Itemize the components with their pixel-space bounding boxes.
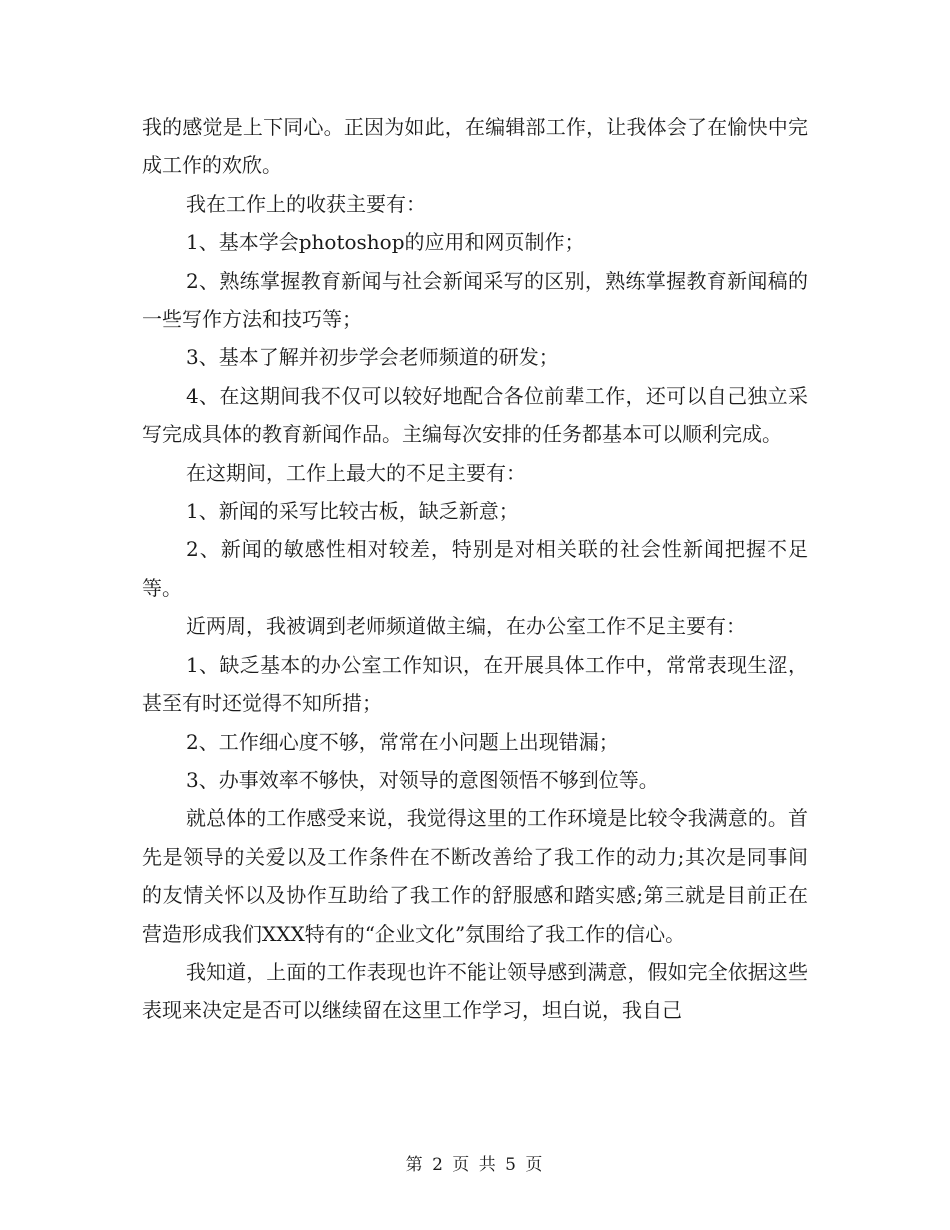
paragraph-15: 我知道，上面的工作表现也许不能让领导感到满意，假如完全依据这些表现来决定是否可以继续留在这里工作学习，坦白说，我自己 xyxy=(142,959,808,1023)
paragraph-11: 1、缺乏基本的办公室工作知识，在开展具体工作中，常常表现生涩，甚至有时还觉得不知所措； xyxy=(142,652,808,716)
paragraph-10: 近两周，我被调到老师频道做主编，在办公室工作不足主要有： xyxy=(186,614,746,639)
paragraph-3: 1、基本学会photoshop的应用和网页制作； xyxy=(186,230,585,255)
paragraph-8: 1、新闻的采写比较古板，缺乏新意； xyxy=(186,499,519,524)
paragraph-6: 4、在这期间我不仅可以较好地配合各位前辈工作，还可以自己独立采写完成具体的教育新闻作品。主编每次安排的任务都基本可以顺利完成。 xyxy=(142,383,808,447)
paragraph-12: 2、工作细心度不够，常常在小问题上出现错漏； xyxy=(186,729,619,754)
paragraph-5: 3、基本了解并初步学会老师频道的研发； xyxy=(186,345,559,370)
paragraph-4: 2、熟练掌握教育新闻与社会新闻采写的区别，熟练掌握教育新闻稿的一些写作方法和技巧等； xyxy=(142,268,808,332)
paragraph-13: 3、办事效率不够快，对领导的意图领悟不够到位等。 xyxy=(186,767,659,792)
paragraph-7: 在这期间，工作上最大的不足主要有： xyxy=(186,460,526,485)
page-number-footer: 第 2 页 共 5 页 xyxy=(405,1155,545,1175)
paragraph-1: 我的感觉是上下同心。正因为如此，在编辑部工作，让我体会了在愉快中完成工作的欢欣。 xyxy=(142,115,808,178)
paragraph-9: 2、新闻的敏感性相对较差，特别是对相关联的社会性新闻把握不足等。 xyxy=(142,537,808,600)
document-body xyxy=(142,108,808,1030)
paragraph-2: 我在工作上的收获主要有： xyxy=(186,191,426,216)
paragraph-14: 就总体的工作感受来说，我觉得这里的工作环境是比较令我满意的。首先是领导的关爱以及工作条件在不断改善给了我工作的动力;其次是同事间的友情关怀以及协作互助给了我工作的舒服感和踏实感;第三就是目前正在营造形成我们XXX特有的“企业文化”氛围给了我工作的信心。 xyxy=(142,806,808,946)
